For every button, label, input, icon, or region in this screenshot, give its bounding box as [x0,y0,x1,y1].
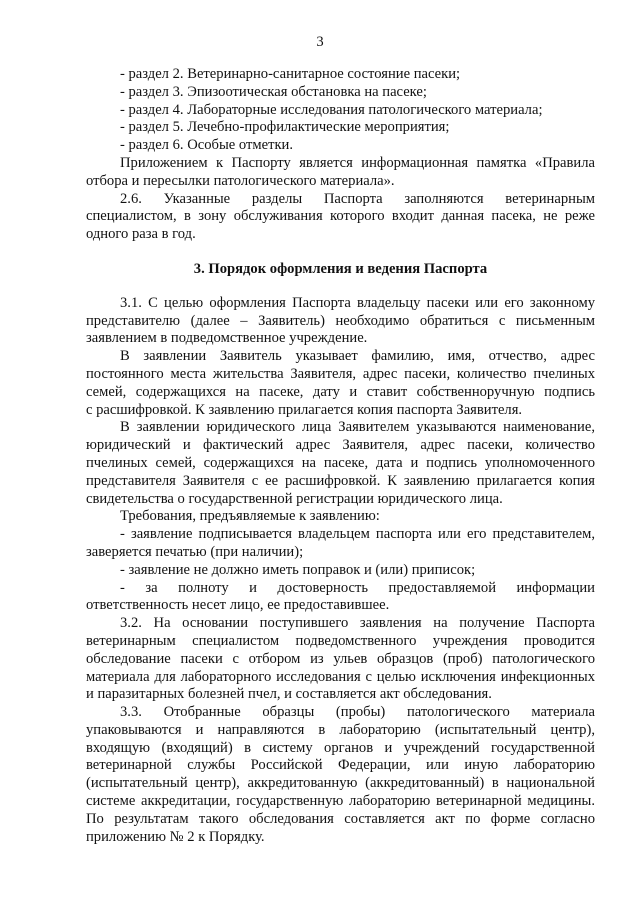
paragraph-3-3 [86,704,595,846]
section-heading: 3. Порядок оформления и ведения Паспорта [193,260,488,277]
text-line: юридический и фактический адрес Заявителя, адрес пасеки, количество [86,437,595,454]
paragraph-3-2 [86,615,595,704]
paragraph-legal-entity [86,419,595,508]
text-line: и паразитарных болезней пчел, и составляется акт обследования. [86,686,492,703]
text-line: По результатам такого обследования составляется акт по форме согласно [86,810,595,827]
text-line: 3.3. Отобранные образцы (пробы) патологического материала [120,704,595,721]
text-line: специалистом, в зону обслуживания которого входит данная пасека, не реже [86,208,595,225]
section-list [86,66,595,155]
text-line: представителя Заявителя с ее расшифровкой. К заявлению прилагается копия [86,472,595,489]
text-line: семей, содержащихся на пасеке, дату и ставит собственноручную подпись [86,383,595,400]
page-number: 3 [316,34,324,50]
text-line: свидетельства о государственной регистрации юридического лица. [86,490,503,507]
text-line: с расшифровкой. К заявлению прилагается копия паспорта Заявителя. [86,401,523,418]
text-line: одного раза в год. [86,226,196,243]
text-line: обследование пасеки с отбором из ульев образцов (проб) патологического [86,650,595,667]
requirements-intro: Требования, предъявляемые к заявлению: [120,508,380,525]
requirement-item-continuation: ответственность несет лицо, ее предоставившее. [86,597,390,614]
text-line: заявлением в подведомственное учреждение. [86,330,368,347]
text-line: постоянного места жительства Заявителя, адрес пасеки, количество пчелиных [86,365,595,382]
text-line: ветеринарной службы Российской Федерации, или иную лабораторию [86,757,595,774]
text-line: входящую (входящий) в систему органов и учреждений государственной [86,739,595,756]
list-item: - раздел 4. Лабораторные исследования патологического материала; [120,101,543,118]
text-line: представителю (далее – Заявитель) необходимо обратиться с письменным [86,312,595,329]
text-line: В заявлении Заявитель указывает фамилию, имя, отчество, адрес [120,348,595,365]
requirement-item: - заявление не должно иметь поправок и (или) приписок; [120,561,476,578]
text-line: отбора и пересылки патологического материала». [86,172,395,189]
text-line: (испытательный центр), аккредитованную (аккредитованный) в национальной [86,775,595,792]
requirement-item-continuation: заверяется печатью (при наличии); [86,543,304,560]
requirement-item: - за полноту и достоверность предоставляемой информации [120,579,595,596]
text-line: ветеринарным специалистом подведомственного учреждения проводится [86,632,595,649]
text-line: приложению № 2 к Порядку. [86,828,265,845]
appendix-paragraph [86,155,595,191]
requirements-block [86,508,595,615]
list-item: - раздел 3. Эпизоотическая обстановка на пасеке; [120,83,427,100]
text-line: материала для лабораторного исследования с целью исключения инфекционных [86,668,595,685]
text-line: Приложением к Паспорту является информационная памятка «Правила [120,154,595,171]
text-line: 3.1. С целью оформления Паспорта владельцу пасеки или его законному [120,294,595,311]
paragraph-3-1 [86,295,595,348]
text-line: упаковываются и направляются в лабораторию (испытательный центр), [86,721,595,738]
document-body [86,66,595,846]
text-line: 2.6. Указанные разделы Паспорта заполняются ветеринарным [120,190,595,207]
list-item: - раздел 5. Лечебно-профилактические мероприятия; [120,119,450,136]
list-item: - раздел 2. Ветеринарно-санитарное состояние пасеки; [120,66,461,82]
requirement-item: - заявление подписывается владельцем паспорта или его представителем, [120,526,595,543]
paragraph-2-6 [86,191,595,244]
text-line: системе аккредитации, государственную лабораторию ветеринарной медицины. [86,793,595,810]
text-line: пчелиных семей, содержащихся на пасеке, дата и подпись уполномоченного [86,454,595,471]
paragraph-statement [86,348,595,419]
list-item: - раздел 6. Особые отметки. [120,137,294,154]
text-line: В заявлении юридического лица Заявителем указываются наименование, [120,419,595,436]
text-line: 3.2. На основании поступившего заявления на получение Паспорта [120,615,595,632]
